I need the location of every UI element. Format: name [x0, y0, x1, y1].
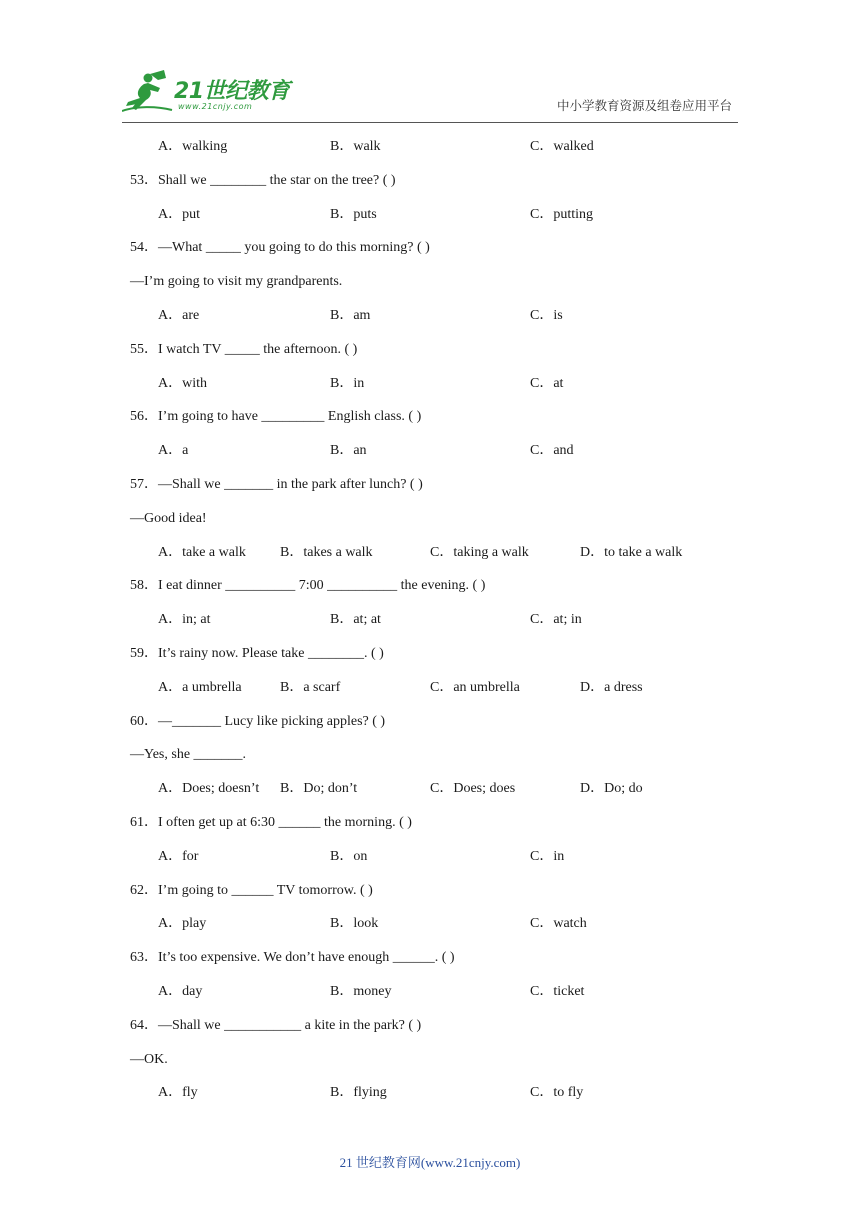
option-a: A．fly — [158, 1085, 198, 1101]
option-b: B．takes a walk — [280, 544, 373, 560]
question-line — [0, 1009, 860, 1043]
question-text: 59．It’s rainy now. Please take ________. ( ) — [130, 645, 384, 661]
options-row — [0, 671, 860, 705]
option-c: C．at — [530, 375, 564, 391]
page-header — [0, 0, 860, 126]
question-text: 55．I watch TV _____ the afternoon. ( ) — [130, 341, 358, 357]
question-text: 64．—Shall we ___________ a kite in the park? ( ) — [130, 1017, 422, 1033]
option-a: A．play — [158, 916, 207, 932]
question-text: 54．—What _____ you going to do this morning? ( ) — [130, 240, 430, 256]
question-line — [0, 333, 860, 367]
question-line — [0, 806, 860, 840]
question-line — [0, 265, 860, 299]
option-a: A．walking — [158, 139, 228, 154]
question-line — [0, 231, 860, 265]
option-b: B．flying — [330, 1085, 387, 1101]
option-c: C．putting — [530, 206, 594, 222]
header-tagline: 中小学教育资源及组卷应用平台 — [556, 98, 732, 113]
question-text: —Good idea! — [130, 510, 207, 526]
logo — [122, 68, 292, 114]
options-row — [0, 198, 860, 232]
option-c: C．an umbrella — [430, 679, 520, 695]
question-line — [0, 874, 860, 908]
question-text: 56．I’m going to have _________ English class. ( ) — [130, 409, 422, 425]
question-line — [0, 164, 860, 198]
question-line — [0, 400, 860, 434]
option-b: B．look — [330, 916, 379, 932]
option-c: C．taking a walk — [430, 544, 529, 560]
header-divider — [122, 122, 738, 123]
runner-icon — [122, 68, 174, 114]
question-text: 60．—_______ Lucy like picking apples? ( ) — [130, 713, 386, 729]
question-text: 63．It’s too expensive. We don’t have enough ______. ( ) — [130, 950, 455, 966]
option-a: A．day — [158, 983, 203, 999]
question-line — [0, 941, 860, 975]
option-c: C．ticket — [530, 983, 585, 999]
question-text: —Yes, she _______. — [130, 747, 247, 763]
option-c: C．watch — [530, 916, 587, 932]
option-c: C．in — [530, 848, 565, 864]
question-line — [0, 738, 860, 772]
option-a: A．Does; doesn’t — [158, 781, 260, 797]
option-a: A．take a walk — [158, 544, 246, 560]
option-c: C．to fly — [530, 1085, 584, 1101]
option-c: C．and — [530, 443, 574, 459]
option-a: A．with — [158, 375, 207, 391]
question-line — [0, 1043, 860, 1077]
option-b: B．money — [330, 983, 392, 999]
options-row — [0, 772, 860, 806]
options-row — [0, 603, 860, 637]
option-a: A．a — [158, 443, 189, 459]
option-a: A．for — [158, 848, 199, 864]
question-text: —I’m going to visit my grandparents. — [130, 274, 343, 290]
question-line — [0, 502, 860, 536]
option-c: C．is — [530, 307, 563, 323]
option-a: A．are — [158, 307, 200, 323]
options-row — [0, 840, 860, 874]
question-line — [0, 569, 860, 603]
option-a: A．in; at — [158, 612, 211, 628]
option-b: B．puts — [330, 206, 377, 222]
question-line — [0, 637, 860, 671]
option-b: B．am — [330, 307, 371, 323]
option-b: B．an — [330, 443, 367, 459]
question-text: 53．Shall we ________ the star on the tree? ( ) — [130, 172, 396, 188]
question-line — [0, 705, 860, 739]
option-b: B．in — [330, 375, 365, 391]
option-b: B．walk — [330, 139, 381, 154]
option-c: C．Does; does — [430, 781, 516, 797]
options-row — [0, 367, 860, 401]
option-c: C．at; in — [530, 612, 582, 628]
option-d: D．a dress — [580, 679, 643, 695]
question-text: 61．I often get up at 6:30 ______ the morning. ( ) — [130, 814, 412, 830]
options-row — [0, 130, 860, 164]
option-a: A．put — [158, 206, 200, 222]
option-b: B．a scarf — [280, 679, 341, 695]
option-b: B．on — [330, 848, 368, 864]
question-text: 57．—Shall we _______ in the park after lunch? ( ) — [130, 476, 423, 492]
options-row — [0, 434, 860, 468]
options-row — [0, 299, 860, 333]
question-text: 62．I’m going to ______ TV tomorrow. ( ) — [130, 882, 373, 898]
option-b: B．at; at — [330, 612, 381, 628]
option-d: D．to take a walk — [580, 544, 683, 560]
option-c: C．walked — [530, 139, 594, 154]
options-row — [0, 975, 860, 1009]
options-row — [0, 536, 860, 570]
option-d: D．Do; do — [580, 781, 643, 797]
options-row — [0, 1076, 860, 1110]
question-line — [0, 468, 860, 502]
option-b: B．Do; don’t — [280, 781, 358, 797]
question-text: —OK. — [130, 1051, 168, 1067]
option-a: A．a umbrella — [158, 679, 242, 695]
page-footer: 21 世纪教育网(www.21cnjy.com) — [339, 1155, 521, 1170]
question-text: 58．I eat dinner __________ 7:00 __________ the evening. ( ) — [130, 578, 486, 594]
question-list — [0, 130, 860, 1110]
options-row — [0, 907, 860, 941]
logo-url: www.21cnjy.com — [178, 102, 253, 111]
logo-text: 21世纪教育 — [174, 79, 290, 104]
